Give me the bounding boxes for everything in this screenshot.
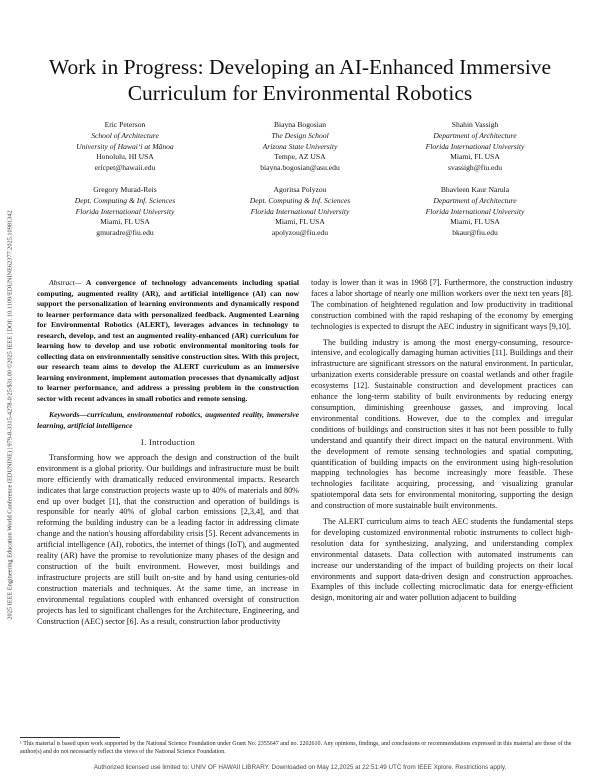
author-name: Biayna Bogosian [273, 120, 327, 129]
author-name: Agoritsa Polyzou [273, 185, 327, 194]
author-institution: University of Hawaiʻi at Mānoa [76, 141, 174, 151]
footnote: ¹ This material is based upon work supported by the National Science Foundation under Grant No. 2355647 and no. 2202610. Any opinions, findings, and conclusions or recommendations expressed in this material are those of the author(s) and do not necessarily reflect the views of the National Science Foundation. [20, 741, 572, 755]
author-location: Miami, FL USA [450, 217, 500, 227]
author-location: Miami, FL USA [100, 217, 150, 227]
author-block [215, 185, 385, 239]
right-column [311, 278, 573, 609]
author-email: apolyzou@fiu.edu [271, 228, 329, 238]
author-name: Shahin Vassigh [451, 120, 499, 129]
doi-sidebar-text: 2025 IEEE Engineering Education World Conference (EDUNINE) | 979-8-3315-4278-0/25/$31.00 ©2025 IEEE | DOI: 10.1109/EDUNINE62377.2025.10981342 [6, 210, 14, 620]
footnote-divider [20, 737, 120, 738]
author-email: biayna.bogosian@asu.edu [260, 163, 340, 173]
section-heading: I. Introduction [140, 437, 196, 447]
author-institution: Arizona State University [262, 141, 338, 151]
keywords: Keywords—curriculum, environmental robotics, augmented reality, immersive learning, artificial intelligence [37, 410, 299, 430]
author-affiliation: The Design School [271, 130, 329, 140]
abstract-lead: Abstract— [49, 278, 82, 287]
author-block [40, 185, 210, 239]
author-institution: Florida International University [425, 141, 525, 151]
author-block [215, 120, 385, 174]
author-affiliation: School of Architecture [91, 130, 159, 140]
author-location: Miami, FL USA [275, 217, 325, 227]
author-institution: Florida International University [250, 206, 350, 216]
doi-sidebar [0, 120, 20, 710]
author-affiliation: Dept. Computing & Inf. Sciences [249, 195, 351, 205]
author-email: bkaur@fiu.edu [452, 228, 498, 238]
paper-title: Work in Progress: Developing an AI-Enhanced Immersive Curriculum for Environmental Robotics [48, 55, 552, 105]
author-location: Miami, FL USA [450, 152, 500, 162]
author-institution: Florida International University [75, 206, 175, 216]
body-paragraph: today is lower than it was in 1968 [7]. Furthermore, the construction industry faces a labor shortage of nearly one million workers over the next ten years [8]. The combination of heightened regulation and low productivity in traditional construction combined with the rapid reshaping of the economy by emerging technologies is expected to disrupt the AEC industry in significant ways [9,10]. [311, 278, 573, 331]
author-block [40, 120, 210, 174]
abstract-text: A convergence of technology advancements including spatial computing, augmented reality (AR), and artificial intelligence (AI) can now support the personalization of learning environments and dynamically respond to learner performance data with personalized feedback. Augmented Learning for Environmental Robotics (ALERT), leverages advances in technology to research, develop, and test an augmented reality-enhanced (AR) curriculum for learning how to develop and use robotic environmental monitoring tools for collecting data on environmentally sensitive construction sites. With this project, our research team aims to develop the ALERT curriculum as an immersive learning environment, implement automation processes that dynamically adjust to learner performance, and address a pressing problem in the construction sector with recent advances in small robotics and remote sensing. [37, 278, 299, 403]
author-block [390, 185, 560, 239]
author-name: Bhavleen Kaur Narula [440, 185, 510, 194]
author-location: Tempe, AZ USA [274, 152, 326, 162]
author-email: svassigh@fiu.edu [447, 163, 503, 173]
author-email: ericpet@hawaii.edu [94, 163, 156, 173]
abstract [37, 278, 299, 404]
author-location: Honolulu, HI USA [96, 152, 154, 162]
author-name: Gregory Murad-Reis [93, 185, 157, 194]
author-block [390, 120, 560, 174]
author-affiliation: Department of Architecture [433, 195, 517, 205]
author-affiliation: Department of Architecture [433, 130, 517, 140]
body-paragraph: The building industry is among the most energy-consuming, resource-intensive, and ecologically damaging human activities [11]. Buildings and their infrastructure are significant stressors on the natural environment. In particular, urbanization exerts considerable pressure on coastal wetlands and other fragile ecosystems [12]. Sustainable construction and development practices can enhance the long-term stability of built environments by reducing energy consumption, diminishing greenhouse gasses, and improving local environmental conditions. However, due to the complex and irregular conditions of buildings and construction sites it has not been possible to fully understand and quantify their direct impact on the natural environment. With the development of remote sensing technologies and spatial computing, quantification of building impacts on the environment using high-resolution mapping technologies has become increasingly more feasible. These technologies facilitate acquiring, processing, and visualizing granular spatiotemporal data sets for environmental monitoring, supporting the design and construction of more sustainable built environments. [311, 337, 573, 511]
author-name: Eric Peterson [104, 120, 146, 129]
author-email: gmuradre@fiu.edu [96, 228, 154, 238]
body-paragraph: The ALERT curriculum aims to teach AEC students the fundamental steps for developing customized environmental robotic instruments to collect high-resolution data for synthesizing, analyzing, and understanding complex environmental datasets. Data collection with automated instruments can increase our understanding of the impact of building projects on their local environments and support data-driven design and construction approaches. Examples of this include collecting microclimatic data for energy-efficient design, monitoring air and water pollution adjacent to building [311, 517, 573, 603]
author-institution: Florida International University [425, 206, 525, 216]
body-paragraph: Transforming how we approach the design and construction of the built environment is a global priority. Our buildings and infrastructure must be built more efficiently with dramatically reduced environmental impacts. Research indicates that large construction projects waste up to 40% of materials and 80% end up over budget [1], that the construction and operation of buildings is responsible for nearly 40% of global carbon emissions [2,3,4], and that reforming the building industry can be a leading factor in addressing climate change and the nation's housing affordability crisis [5]. Recent advancements in artificial intelligence (AI), robotics, the internet of things (IoT), and augmented reality (AR) have the promise to revolutionize many phases of the design and construction of the built environment. However, most buildings and infrastructure projects are still built on-site and by hand using centuries-old construction materials and techniques. At the same time, an increase in environmental regulations coupled with enhanced oversight of construction projects has led to significant challenges for the Architecture, Engineering, and Construction (AEC) sector [6]. As a result, construction labor productivity [37, 452, 299, 626]
license-notice: Authorized licensed use limited to: UNIV OF HAWAII LIBRARY. Downloaded on May 12,2025 at 22:51:49 UTC from IEEE Xplore. Restrictions apply. [93, 764, 507, 771]
left-column [37, 278, 299, 632]
author-affiliation: Dept. Computing & Inf. Sciences [74, 195, 176, 205]
